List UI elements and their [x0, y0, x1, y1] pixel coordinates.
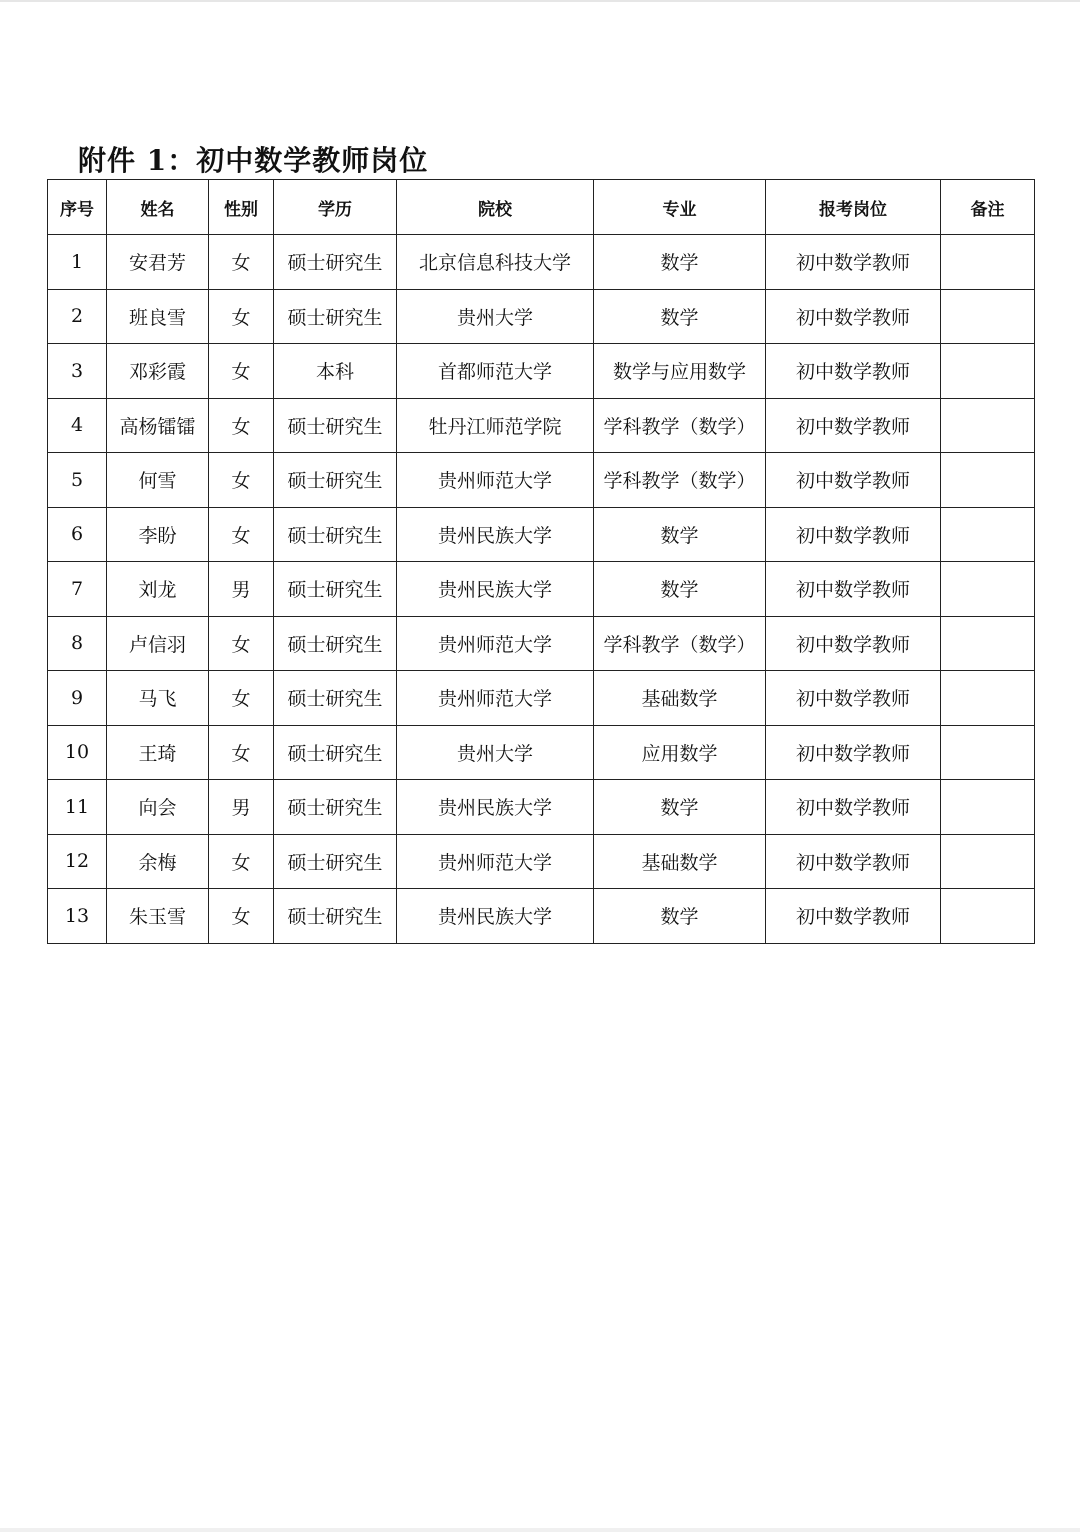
cell-school: 首都师范大学	[397, 344, 594, 399]
cell-gender: 女	[209, 344, 274, 399]
header-position: 报考岗位	[766, 180, 941, 235]
cell-school: 贵州师范大学	[397, 616, 594, 671]
table-row	[48, 235, 1035, 290]
table-row	[48, 780, 1035, 835]
cell-index: 1	[48, 235, 107, 290]
cell-remarks	[941, 562, 1035, 617]
cell-gender: 女	[209, 671, 274, 726]
cell-education: 硕士研究生	[274, 289, 397, 344]
cell-school: 贵州师范大学	[397, 453, 594, 508]
cell-name: 安君芳	[107, 235, 209, 290]
cell-education: 本科	[274, 344, 397, 399]
cell-school: 贵州民族大学	[397, 562, 594, 617]
cell-education: 硕士研究生	[274, 834, 397, 889]
cell-index: 9	[48, 671, 107, 726]
cell-position: 初中数学教师	[766, 780, 941, 835]
cell-position: 初中数学教师	[766, 725, 941, 780]
cell-education: 硕士研究生	[274, 453, 397, 508]
cell-education: 硕士研究生	[274, 398, 397, 453]
table-header-row	[48, 180, 1035, 235]
cell-name: 余梅	[107, 834, 209, 889]
header-gender: 性别	[209, 180, 274, 235]
cell-position: 初中数学教师	[766, 453, 941, 508]
page-top-edge	[0, 0, 1080, 2]
cell-major: 数学	[594, 235, 766, 290]
cell-remarks	[941, 344, 1035, 399]
cell-remarks	[941, 780, 1035, 835]
cell-remarks	[941, 834, 1035, 889]
cell-name: 何雪	[107, 453, 209, 508]
cell-index: 10	[48, 725, 107, 780]
cell-school: 贵州民族大学	[397, 780, 594, 835]
cell-name: 朱玉雪	[107, 889, 209, 944]
cell-major: 学科教学（数学）	[594, 453, 766, 508]
cell-name: 向会	[107, 780, 209, 835]
cell-gender: 女	[209, 889, 274, 944]
candidate-table	[47, 179, 1035, 944]
header-index: 序号	[48, 180, 107, 235]
cell-position: 初中数学教师	[766, 616, 941, 671]
cell-major: 数学	[594, 562, 766, 617]
cell-name: 高杨镭镭	[107, 398, 209, 453]
cell-position: 初中数学教师	[766, 507, 941, 562]
cell-major: 应用数学	[594, 725, 766, 780]
cell-position: 初中数学教师	[766, 235, 941, 290]
cell-remarks	[941, 889, 1035, 944]
cell-position: 初中数学教师	[766, 671, 941, 726]
cell-major: 学科教学（数学）	[594, 616, 766, 671]
cell-remarks	[941, 289, 1035, 344]
cell-major: 基础数学	[594, 834, 766, 889]
cell-remarks	[941, 616, 1035, 671]
cell-major: 数学	[594, 507, 766, 562]
cell-school: 贵州师范大学	[397, 834, 594, 889]
cell-position: 初中数学教师	[766, 889, 941, 944]
cell-education: 硕士研究生	[274, 671, 397, 726]
cell-gender: 女	[209, 289, 274, 344]
table-row	[48, 725, 1035, 780]
cell-school: 贵州民族大学	[397, 889, 594, 944]
cell-name: 马飞	[107, 671, 209, 726]
cell-major: 基础数学	[594, 671, 766, 726]
cell-remarks	[941, 725, 1035, 780]
cell-gender: 女	[209, 235, 274, 290]
cell-education: 硕士研究生	[274, 507, 397, 562]
table-row	[48, 671, 1035, 726]
cell-education: 硕士研究生	[274, 889, 397, 944]
cell-remarks	[941, 671, 1035, 726]
cell-gender: 女	[209, 834, 274, 889]
cell-school: 贵州大学	[397, 725, 594, 780]
cell-remarks	[941, 235, 1035, 290]
cell-major: 学科教学（数学）	[594, 398, 766, 453]
cell-major: 数学	[594, 289, 766, 344]
cell-name: 李盼	[107, 507, 209, 562]
cell-position: 初中数学教师	[766, 834, 941, 889]
cell-gender: 女	[209, 616, 274, 671]
cell-position: 初中数学教师	[766, 289, 941, 344]
table-row	[48, 834, 1035, 889]
cell-index: 12	[48, 834, 107, 889]
cell-remarks	[941, 453, 1035, 508]
cell-index: 13	[48, 889, 107, 944]
cell-name: 班良雪	[107, 289, 209, 344]
cell-index: 8	[48, 616, 107, 671]
cell-index: 5	[48, 453, 107, 508]
cell-index: 11	[48, 780, 107, 835]
table-row	[48, 562, 1035, 617]
header-major: 专业	[594, 180, 766, 235]
cell-school: 贵州民族大学	[397, 507, 594, 562]
cell-school: 贵州大学	[397, 289, 594, 344]
table-row	[48, 453, 1035, 508]
table-row	[48, 344, 1035, 399]
cell-index: 4	[48, 398, 107, 453]
cell-index: 3	[48, 344, 107, 399]
cell-education: 硕士研究生	[274, 780, 397, 835]
cell-name: 卢信羽	[107, 616, 209, 671]
table-row	[48, 398, 1035, 453]
cell-index: 2	[48, 289, 107, 344]
cell-gender: 女	[209, 453, 274, 508]
cell-name: 刘龙	[107, 562, 209, 617]
cell-name: 邓彩霞	[107, 344, 209, 399]
cell-gender: 男	[209, 780, 274, 835]
cell-education: 硕士研究生	[274, 616, 397, 671]
table-row	[48, 507, 1035, 562]
cell-index: 7	[48, 562, 107, 617]
cell-major: 数学与应用数学	[594, 344, 766, 399]
cell-remarks	[941, 507, 1035, 562]
cell-school: 贵州师范大学	[397, 671, 594, 726]
header-education: 学历	[274, 180, 397, 235]
cell-position: 初中数学教师	[766, 344, 941, 399]
cell-remarks	[941, 398, 1035, 453]
cell-education: 硕士研究生	[274, 725, 397, 780]
cell-school: 牡丹江师范学院	[397, 398, 594, 453]
header-remarks: 备注	[941, 180, 1035, 235]
cell-gender: 男	[209, 562, 274, 617]
cell-education: 硕士研究生	[274, 235, 397, 290]
table-row	[48, 289, 1035, 344]
page-bottom-edge	[0, 1528, 1080, 1532]
cell-gender: 女	[209, 725, 274, 780]
cell-position: 初中数学教师	[766, 562, 941, 617]
table-row	[48, 616, 1035, 671]
cell-education: 硕士研究生	[274, 562, 397, 617]
cell-position: 初中数学教师	[766, 398, 941, 453]
cell-school: 北京信息科技大学	[397, 235, 594, 290]
document-title: 附件 1：初中数学教师岗位	[78, 144, 429, 177]
cell-name: 王琦	[107, 725, 209, 780]
cell-index: 6	[48, 507, 107, 562]
table-row	[48, 889, 1035, 944]
table-body	[48, 235, 1035, 944]
cell-gender: 女	[209, 398, 274, 453]
header-school: 院校	[397, 180, 594, 235]
cell-gender: 女	[209, 507, 274, 562]
cell-major: 数学	[594, 780, 766, 835]
cell-major: 数学	[594, 889, 766, 944]
header-name: 姓名	[107, 180, 209, 235]
